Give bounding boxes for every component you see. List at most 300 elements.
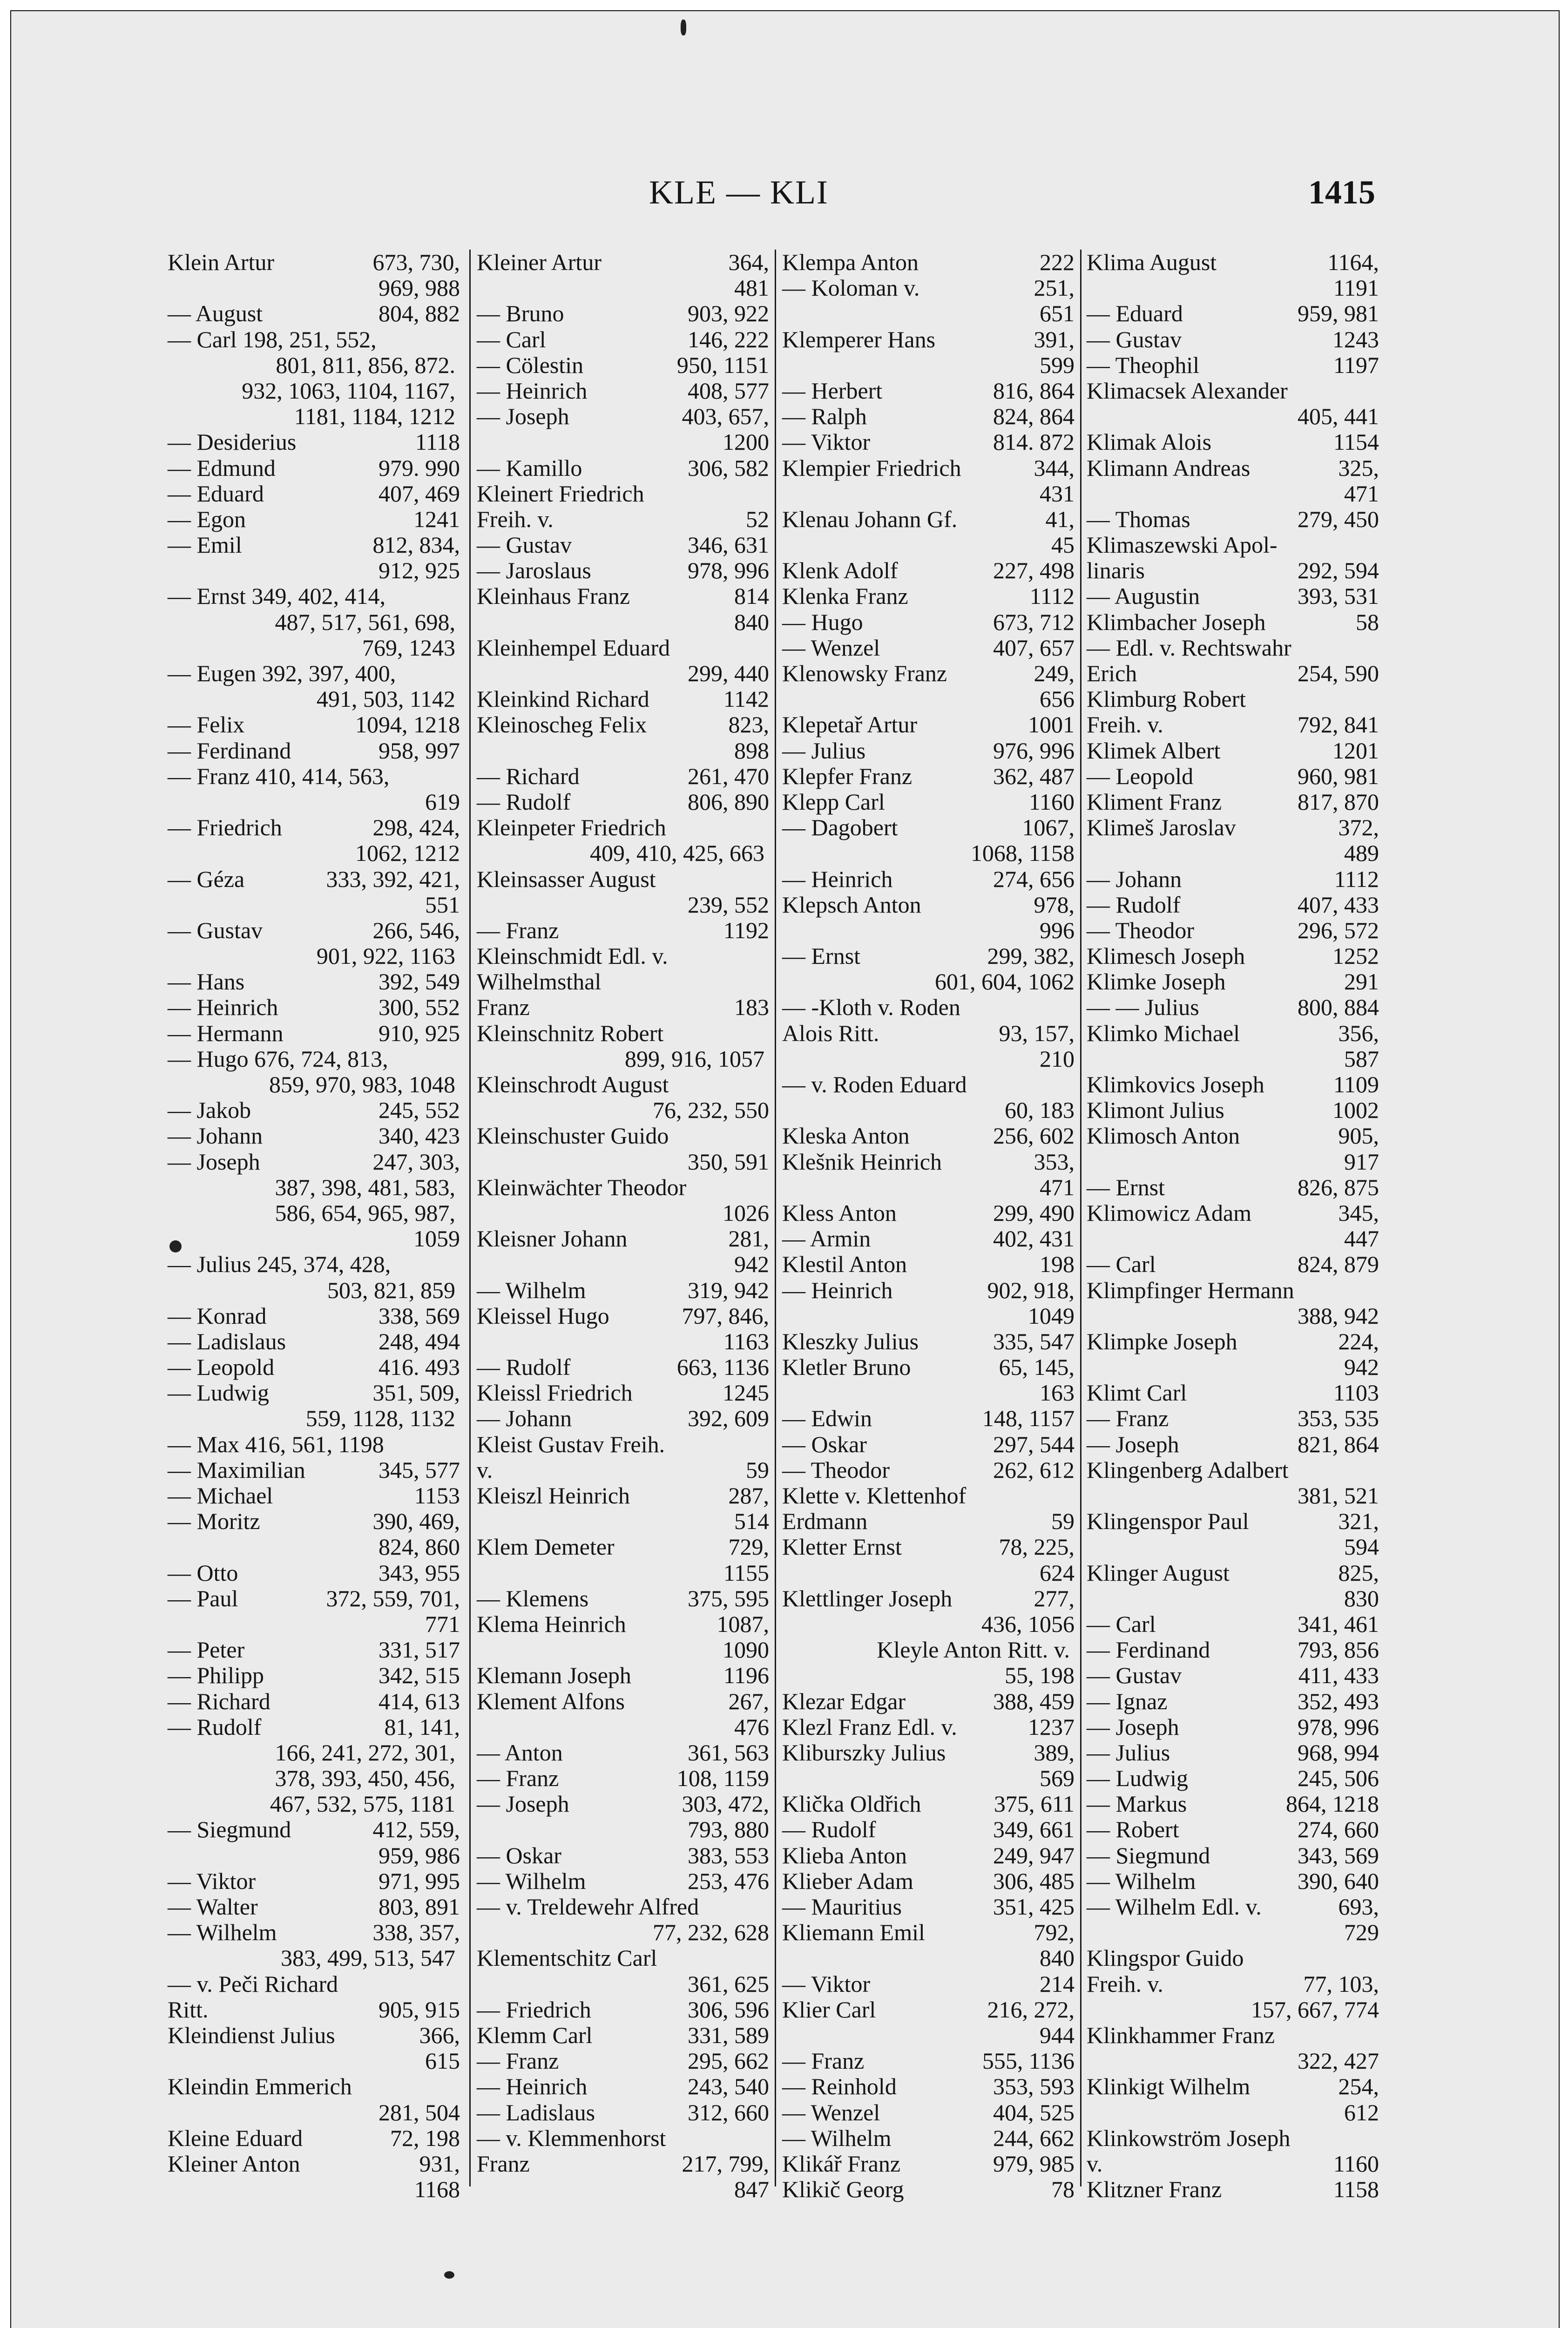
entry-name: — Julius 245, 374, 428, bbox=[168, 1251, 391, 1278]
index-entry bbox=[477, 1200, 769, 1226]
entry-name: Franz bbox=[477, 994, 530, 1021]
entry-name: — Reinhold bbox=[782, 2073, 897, 2100]
index-entry bbox=[168, 2177, 460, 2202]
entry-pages: 476 bbox=[734, 1713, 769, 1740]
entry-name: — Eduard bbox=[168, 480, 264, 507]
index-entry bbox=[1087, 1586, 1379, 1611]
entry-pages: 824, 864 bbox=[993, 403, 1075, 430]
index-entry bbox=[1087, 481, 1379, 507]
index-entry bbox=[477, 507, 769, 532]
index-entry bbox=[782, 1920, 1075, 1945]
index-entry bbox=[782, 2177, 1075, 2202]
entry-pages: 254, 590 bbox=[1298, 660, 1379, 686]
index-entry bbox=[1087, 1560, 1379, 1586]
index-entry bbox=[782, 1123, 1075, 1149]
entry-pages: 1142 bbox=[723, 686, 769, 712]
entry-pages: 216, 272, bbox=[987, 1996, 1075, 2023]
entry-pages: 247, 303, bbox=[372, 1148, 460, 1175]
index-entry bbox=[168, 1611, 460, 1637]
entry-pages: 1196 bbox=[723, 1662, 769, 1689]
index-entry bbox=[168, 764, 460, 789]
index-entry bbox=[477, 840, 769, 866]
entry-name: — Moritz bbox=[168, 1508, 260, 1535]
index-entry bbox=[477, 1740, 769, 1766]
entry-name: Kleinpeter Friedrich bbox=[477, 814, 666, 841]
entry-pages: 52 bbox=[746, 506, 769, 532]
index-entry bbox=[782, 1637, 1075, 1663]
index-entry bbox=[168, 378, 460, 404]
index-entry bbox=[782, 583, 1075, 609]
index-entry bbox=[782, 2048, 1075, 2074]
index-entry bbox=[782, 1226, 1075, 1252]
entry-name: Kleindienst Julius bbox=[168, 2022, 335, 2048]
entry-pages: 59 bbox=[1051, 1508, 1075, 1535]
index-entry bbox=[477, 1278, 769, 1303]
index-entry bbox=[782, 815, 1075, 840]
entry-name: Klimosch Anton bbox=[1087, 1123, 1240, 1149]
entry-pages: 341, 461 bbox=[1298, 1611, 1379, 1637]
entry-pages: 905, 915 bbox=[378, 1996, 460, 2023]
index-entry bbox=[782, 995, 1075, 1020]
index-entry bbox=[1087, 532, 1379, 558]
entry-name: — Johann bbox=[168, 1123, 263, 1149]
index-entry bbox=[782, 1766, 1075, 1791]
entry-name: — Peter bbox=[168, 1637, 245, 1663]
entry-pages: 319, 942 bbox=[688, 1277, 769, 1303]
entry-pages: 615 bbox=[425, 2048, 460, 2074]
entry-pages: 405, 441 bbox=[1298, 403, 1379, 430]
index-entry bbox=[782, 918, 1075, 943]
index-entry bbox=[477, 1406, 769, 1431]
entry-name: — Franz bbox=[782, 2048, 865, 2074]
entry-pages: 245, 552 bbox=[378, 1097, 460, 1123]
index-entry bbox=[782, 1971, 1075, 1997]
index-entry bbox=[168, 1329, 460, 1354]
index-entry bbox=[1087, 1072, 1379, 1097]
index-entry bbox=[782, 2100, 1075, 2125]
entry-pages: 346, 631 bbox=[688, 532, 769, 558]
index-entry bbox=[477, 2151, 769, 2177]
entry-name: Klepp Carl bbox=[782, 788, 885, 815]
entry-pages: 412, 559, bbox=[372, 1816, 460, 1843]
entry-pages: 1163 bbox=[723, 1328, 769, 1354]
entry-name: — Cölestin bbox=[477, 352, 584, 378]
entry-name: 378, 393, 450, 456, bbox=[275, 1765, 455, 1792]
index-entry bbox=[477, 1637, 769, 1663]
entry-name: 901, 922, 1163 bbox=[316, 943, 455, 969]
index-entry bbox=[1087, 1791, 1379, 1817]
entry-pages: 978, 996 bbox=[688, 557, 769, 584]
index-entry bbox=[1087, 378, 1379, 404]
entry-pages: 821, 864 bbox=[1298, 1431, 1379, 1457]
index-entry bbox=[782, 1663, 1075, 1688]
entry-name: Kleissl Friedrich bbox=[477, 1380, 633, 1406]
index-entry bbox=[477, 1046, 769, 1072]
index-entry bbox=[1087, 1278, 1379, 1303]
entry-pages: 306, 485 bbox=[993, 1868, 1075, 1894]
entry-name: linaris bbox=[1087, 557, 1145, 584]
index-entry bbox=[168, 1303, 460, 1329]
entry-pages: 222 bbox=[1040, 249, 1075, 275]
index-entry bbox=[477, 352, 769, 378]
entry-pages: 343, 955 bbox=[378, 1559, 460, 1586]
entry-pages: 912, 925 bbox=[378, 557, 460, 584]
entry-pages: 58 bbox=[1356, 609, 1379, 635]
entry-pages: 514 bbox=[734, 1508, 769, 1535]
index-entry bbox=[782, 1843, 1075, 1868]
entry-pages: 407, 469 bbox=[378, 480, 460, 507]
entry-name: Kleinschuster Guido bbox=[477, 1123, 669, 1149]
entry-pages: 1201 bbox=[1332, 737, 1379, 764]
index-entry bbox=[1087, 2177, 1379, 2202]
entry-name: Kleisner Johann bbox=[477, 1225, 628, 1252]
entry-pages: 1112 bbox=[1029, 583, 1075, 609]
index-entry bbox=[782, 1175, 1075, 1200]
entry-name: — Heinrich bbox=[782, 866, 893, 892]
index-entry bbox=[168, 1123, 460, 1149]
entry-pages: 157, 667, 774 bbox=[1251, 1996, 1379, 2023]
entry-name: Klein Artur bbox=[168, 249, 275, 275]
page-header-title: KLE — KLI bbox=[649, 174, 829, 211]
index-entry bbox=[477, 969, 769, 995]
index-entry bbox=[477, 1252, 769, 1277]
entry-name: — Hermann bbox=[168, 1020, 284, 1046]
entry-pages: 594 bbox=[1344, 1534, 1379, 1560]
entry-name: Klenk Adolf bbox=[782, 557, 898, 584]
entry-pages: 840 bbox=[1040, 1945, 1075, 1971]
index-entry bbox=[782, 712, 1075, 738]
entry-name: — Ralph bbox=[782, 403, 867, 430]
index-entry bbox=[477, 1123, 769, 1149]
index-entry bbox=[477, 378, 769, 404]
entry-name: — v. Peči Richard bbox=[168, 1970, 338, 1997]
index-entry bbox=[477, 635, 769, 661]
entry-pages: 281, 504 bbox=[378, 2099, 460, 2125]
entry-name: — Markus bbox=[1087, 1791, 1187, 1817]
index-entry bbox=[1087, 275, 1379, 301]
index-entry bbox=[477, 609, 769, 635]
index-entry bbox=[1087, 686, 1379, 712]
entry-name: — Wenzel bbox=[782, 2099, 880, 2125]
entry-name: — v. Roden Eduard bbox=[782, 1071, 967, 1097]
entry-name: — Siegmund bbox=[1087, 1842, 1210, 1868]
entry-pages: 352, 493 bbox=[1298, 1688, 1379, 1714]
index-entry bbox=[168, 789, 460, 815]
entry-name: Klenau Johann Gf. bbox=[782, 506, 958, 532]
entry-name: Klinger August bbox=[1087, 1559, 1230, 1586]
index-entry bbox=[168, 1046, 460, 1072]
entry-name: — Julius bbox=[782, 737, 866, 764]
index-entry bbox=[782, 507, 1075, 532]
index-entry bbox=[168, 583, 460, 609]
entry-pages: 372, 559, 701, bbox=[326, 1585, 460, 1611]
entry-pages: 55, 198 bbox=[1005, 1662, 1075, 1689]
index-entry bbox=[168, 1586, 460, 1611]
entry-pages: 388, 942 bbox=[1298, 1302, 1379, 1329]
index-entry bbox=[1087, 609, 1379, 635]
entry-name: — Edmund bbox=[168, 454, 276, 481]
entry-name: Klema Heinrich bbox=[477, 1611, 626, 1637]
entry-name: — Rudolf bbox=[477, 788, 571, 815]
entry-pages: 249, bbox=[1034, 660, 1075, 686]
entry-pages: 340, 423 bbox=[378, 1123, 460, 1149]
entry-pages: 793, 880 bbox=[688, 1816, 769, 1843]
index-entry bbox=[1087, 1406, 1379, 1431]
entry-name: — Oskar bbox=[477, 1842, 561, 1868]
ink-mark-top bbox=[681, 20, 686, 35]
entry-name: — Johann bbox=[1087, 866, 1182, 892]
entry-name: Klitzner Franz bbox=[1087, 2176, 1222, 2203]
entry-pages: 1094, 1218 bbox=[355, 711, 460, 738]
entry-pages: 792, 841 bbox=[1298, 711, 1379, 738]
entry-name: — Ernst bbox=[1087, 1174, 1165, 1200]
entry-pages: 297, 544 bbox=[993, 1431, 1075, 1457]
index-entry bbox=[477, 1303, 769, 1329]
index-entry bbox=[782, 2151, 1075, 2177]
entry-name: — Egon bbox=[168, 506, 246, 532]
entry-name: — Felix bbox=[168, 711, 245, 738]
entry-pages: 59 bbox=[746, 1456, 769, 1483]
index-entry bbox=[477, 301, 769, 326]
entry-name: Kleinschnitz Robert bbox=[477, 1020, 664, 1046]
entry-pages: 375, 595 bbox=[688, 1585, 769, 1611]
index-entry bbox=[168, 1663, 460, 1688]
entry-name: Kleinschrodt August bbox=[477, 1071, 669, 1097]
entry-pages: 431 bbox=[1040, 480, 1075, 507]
entry-name: 1181, 1184, 1212 bbox=[294, 403, 455, 430]
entry-pages: 959, 986 bbox=[378, 1842, 460, 1868]
entry-name: — Dagobert bbox=[782, 814, 898, 841]
index-entry bbox=[168, 275, 460, 301]
entry-name: Klier Carl bbox=[782, 1996, 876, 2023]
entry-pages: 353, bbox=[1034, 1148, 1075, 1175]
entry-name: — Walter bbox=[168, 1894, 258, 1920]
entry-pages: 411, 433 bbox=[1298, 1662, 1379, 1689]
index-entry bbox=[477, 1663, 769, 1688]
index-entry bbox=[477, 429, 769, 455]
entry-pages: 976, 996 bbox=[993, 737, 1075, 764]
entry-pages: 392, 549 bbox=[378, 968, 460, 995]
entry-name: — Mauritius bbox=[782, 1894, 902, 1920]
entry-name: — Wilhelm Edl. v. bbox=[1087, 1894, 1262, 1920]
entry-name: 801, 811, 856, 872. bbox=[276, 352, 455, 378]
entry-pages: 1068, 1158 bbox=[970, 840, 1075, 866]
entry-pages: 1200 bbox=[723, 429, 769, 455]
entry-name: 409, 410, 425, 663 bbox=[590, 840, 764, 866]
entry-name: Freih. v. bbox=[1087, 1970, 1163, 1997]
entry-pages: 1001 bbox=[1028, 711, 1075, 738]
index-entry bbox=[1087, 1920, 1379, 1945]
index-column-1 bbox=[168, 250, 460, 2202]
index-entry bbox=[168, 2048, 460, 2074]
index-entry bbox=[168, 866, 460, 892]
page-number: 1415 bbox=[1308, 174, 1375, 211]
entry-pages: 944 bbox=[1040, 2022, 1075, 2048]
entry-pages: 806, 890 bbox=[688, 788, 769, 815]
index-entry bbox=[168, 1072, 460, 1097]
entry-name: — Ernst bbox=[782, 943, 861, 969]
entry-name: — Theodor bbox=[782, 1456, 890, 1483]
index-entry bbox=[782, 1945, 1075, 1971]
index-entry bbox=[168, 635, 460, 661]
entry-name: — Ladislaus bbox=[168, 1328, 286, 1354]
entry-pages: 551 bbox=[425, 891, 460, 918]
entry-pages: 267, bbox=[728, 1688, 769, 1714]
entry-name: — Herbert bbox=[782, 377, 883, 404]
index-entry bbox=[782, 635, 1075, 661]
index-entry bbox=[782, 250, 1075, 275]
index-entry bbox=[477, 661, 769, 686]
index-entry bbox=[1087, 712, 1379, 738]
index-entry bbox=[477, 2074, 769, 2099]
index-entry bbox=[477, 1354, 769, 1380]
index-entry bbox=[1087, 1303, 1379, 1329]
entry-name: 387, 398, 481, 583, bbox=[275, 1174, 455, 1200]
entry-name: Kleinschmidt Edl. v. bbox=[477, 943, 668, 969]
index-entry bbox=[168, 1945, 460, 1971]
index-entry bbox=[168, 661, 460, 686]
entry-pages: 256, 602 bbox=[993, 1123, 1075, 1149]
entry-pages: 979. 990 bbox=[378, 454, 460, 481]
entry-name: Klingenberg Adalbert bbox=[1087, 1456, 1289, 1483]
index-entry bbox=[782, 429, 1075, 455]
entry-pages: 1243 bbox=[1332, 326, 1379, 352]
entry-name: Kleiszl Heinrich bbox=[477, 1482, 630, 1509]
entry-pages: 817, 870 bbox=[1298, 788, 1379, 815]
entry-name: Freih. v. bbox=[1087, 711, 1163, 738]
entry-pages: 65, 145, bbox=[999, 1354, 1075, 1381]
index-entry bbox=[1087, 1971, 1379, 1997]
entry-name: — v. Treldewehr Alfred bbox=[477, 1894, 699, 1920]
entry-name: Klepsch Anton bbox=[782, 891, 921, 918]
index-entry bbox=[168, 404, 460, 429]
index-entry bbox=[168, 1278, 460, 1303]
entry-pages: 996 bbox=[1040, 917, 1075, 943]
index-entry bbox=[168, 1406, 460, 1431]
index-entry bbox=[1087, 1123, 1379, 1149]
entry-name: Klešnik Heinrich bbox=[782, 1148, 942, 1175]
index-entry bbox=[168, 815, 460, 840]
index-entry bbox=[782, 481, 1075, 507]
index-entry bbox=[782, 1354, 1075, 1380]
entry-name: Klimburg Robert bbox=[1087, 686, 1246, 712]
index-entry bbox=[782, 866, 1075, 892]
entry-pages: 969, 988 bbox=[378, 275, 460, 301]
entry-pages: 364, bbox=[728, 249, 769, 275]
entry-pages: 404, 525 bbox=[993, 2099, 1075, 2125]
entry-pages: 1164, bbox=[1327, 249, 1379, 275]
index-entry bbox=[1087, 250, 1379, 275]
entry-pages: 978, 996 bbox=[1298, 1713, 1379, 1740]
index-entry bbox=[782, 2023, 1075, 2048]
index-entry bbox=[1087, 2074, 1379, 2099]
entry-pages: 291 bbox=[1344, 968, 1379, 995]
entry-name: — Ferdinand bbox=[1087, 1637, 1210, 1663]
entry-name: Klinkhammer Franz bbox=[1087, 2022, 1275, 2048]
entry-pages: 292, 594 bbox=[1298, 557, 1379, 584]
index-entry bbox=[477, 250, 769, 275]
entry-name: 586, 654, 965, 987, bbox=[275, 1199, 455, 1226]
entry-pages: 1197 bbox=[1333, 352, 1379, 378]
entry-pages: 77, 103, bbox=[1303, 1970, 1379, 1997]
entry-name: — Ludwig bbox=[168, 1380, 270, 1406]
index-entry bbox=[477, 532, 769, 558]
entry-name: — Konrad bbox=[168, 1302, 267, 1329]
entry-pages: 663, 1136 bbox=[676, 1354, 769, 1381]
entry-name: — Rudolf bbox=[1087, 891, 1181, 918]
entry-name: — Wilhelm bbox=[782, 2125, 892, 2151]
index-entry bbox=[782, 1817, 1075, 1842]
index-entry bbox=[1087, 1432, 1379, 1457]
entry-pages: 1191 bbox=[1333, 275, 1379, 301]
index-entry bbox=[477, 1689, 769, 1714]
entry-pages: 277, bbox=[1034, 1585, 1075, 1611]
index-entry bbox=[168, 1714, 460, 1740]
entry-pages: 266, 546, bbox=[372, 917, 460, 943]
entry-pages: 978, bbox=[1034, 891, 1075, 918]
entry-name: Klička Oldřich bbox=[782, 1791, 921, 1817]
entry-pages: 306, 582 bbox=[688, 454, 769, 481]
entry-name: Kleinhaus Franz bbox=[477, 583, 630, 609]
entry-pages: 146, 222 bbox=[688, 326, 769, 352]
entry-pages: 183 bbox=[734, 994, 769, 1021]
index-entry bbox=[168, 1432, 460, 1457]
entry-name: — Hugo 676, 724, 813, bbox=[168, 1045, 388, 1072]
entry-pages: 931, bbox=[419, 2150, 460, 2177]
index-entry bbox=[1087, 1226, 1379, 1252]
entry-pages: 78, 225, bbox=[999, 1534, 1075, 1560]
entry-pages: 481 bbox=[734, 275, 769, 301]
index-entry bbox=[782, 1997, 1075, 2023]
index-entry bbox=[477, 918, 769, 943]
index-entry bbox=[168, 892, 460, 918]
entry-pages: 389, bbox=[1034, 1739, 1075, 1766]
index-entry bbox=[168, 1997, 460, 2023]
entry-name: Klettlinger Joseph bbox=[782, 1585, 953, 1611]
entry-pages: 383, 553 bbox=[688, 1842, 769, 1868]
entry-pages: 321, bbox=[1338, 1508, 1379, 1535]
entry-pages: 408, 577 bbox=[688, 377, 769, 404]
entry-pages: 253, 476 bbox=[688, 1868, 769, 1894]
entry-pages: 335, 547 bbox=[993, 1328, 1075, 1354]
index-entry bbox=[782, 1021, 1075, 1046]
entry-name: Klieber Adam bbox=[782, 1868, 913, 1894]
index-entry bbox=[477, 1226, 769, 1252]
entry-name: 899, 916, 1057 bbox=[625, 1045, 764, 1072]
entry-name: Kleissel Hugo bbox=[477, 1302, 609, 1329]
entry-name: Kleiner Artur bbox=[477, 249, 602, 275]
entry-pages: 1160 bbox=[1333, 2150, 1379, 2177]
index-entry bbox=[477, 1945, 769, 1971]
index-entry bbox=[1087, 1868, 1379, 1894]
index-entry bbox=[168, 1740, 460, 1766]
index-entry bbox=[782, 1072, 1075, 1097]
index-entry bbox=[1087, 1175, 1379, 1200]
entry-pages: 281, bbox=[728, 1225, 769, 1252]
entry-pages: 416. 493 bbox=[378, 1354, 460, 1381]
entry-name: 166, 241, 272, 301, bbox=[275, 1739, 455, 1766]
index-entry bbox=[477, 1149, 769, 1175]
index-entry bbox=[168, 558, 460, 583]
entry-name: Klenowsky Franz bbox=[782, 660, 947, 686]
entry-pages: 1002 bbox=[1332, 1097, 1379, 1123]
index-entry bbox=[168, 1534, 460, 1560]
entry-name: Klimann Andreas bbox=[1087, 454, 1250, 481]
index-entry bbox=[782, 558, 1075, 583]
entry-name: — Viktor bbox=[782, 429, 871, 455]
index-entry bbox=[1087, 1689, 1379, 1714]
index-entry bbox=[782, 1200, 1075, 1226]
